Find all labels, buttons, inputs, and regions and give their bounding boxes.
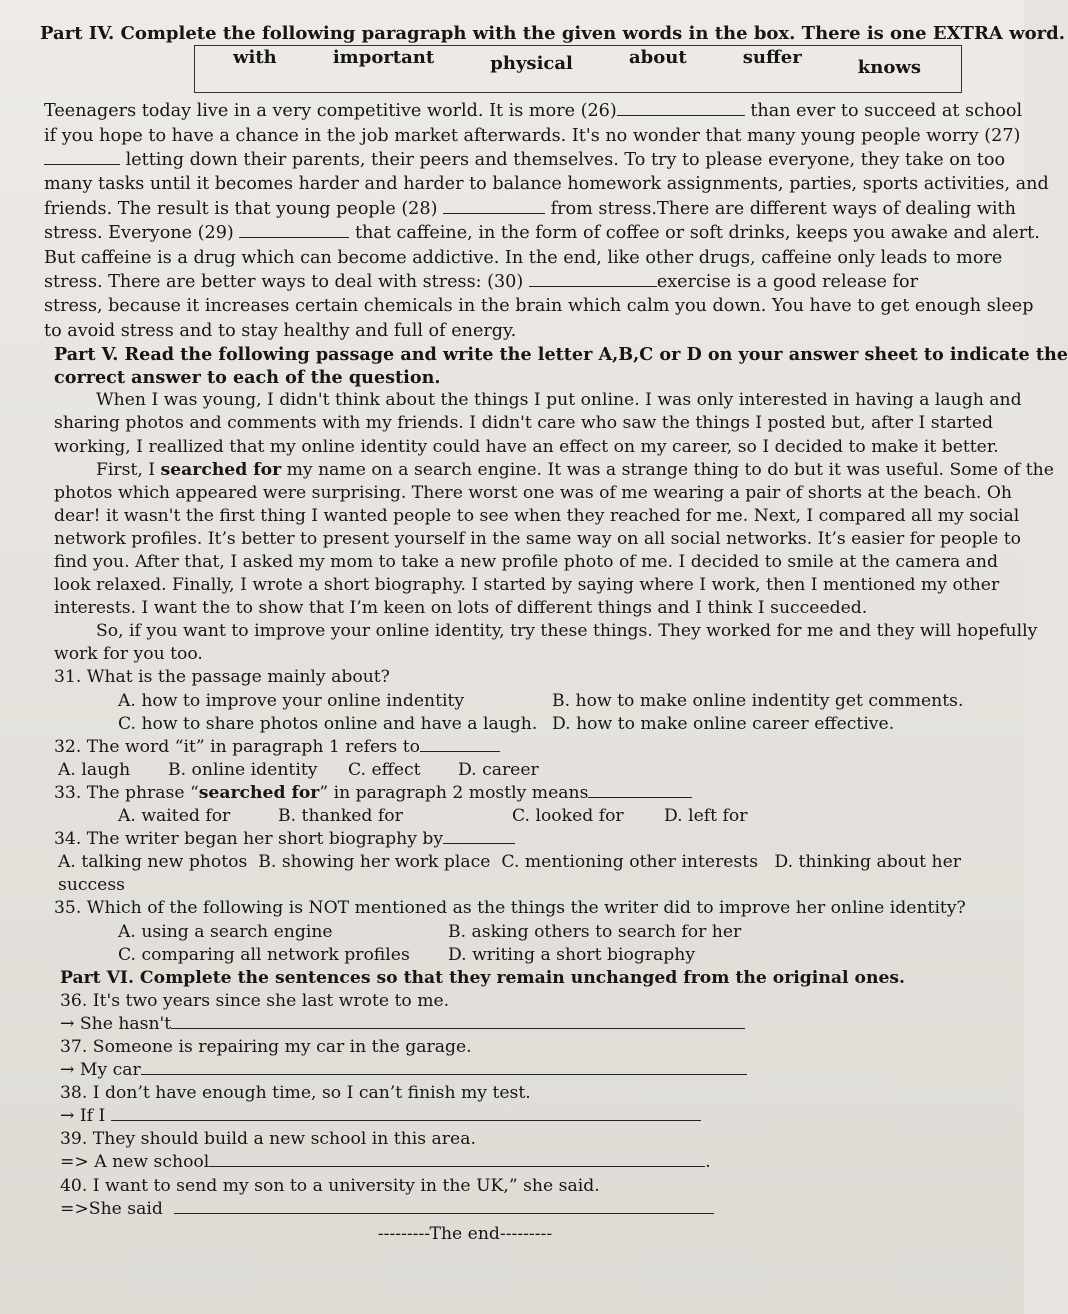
answer-option[interactable]: C. how to share photos online and have a laugh. [118, 713, 538, 734]
word-box-item: suffer [742, 47, 802, 69]
question-35: 35. Which of the following is NOT mentioned as the things the writer did to improve her online identity? [54, 898, 966, 919]
reading-passage: When I was young, I didn't think about the things I put online. I was only interested in having a laugh and sharing photos and comments with my friends. I didn't care who saw the things I posted but, after I started working, I reallized that my online identity could have an effect on my career, so I decided to make it better. First, I searched for my name on a search engine. It was a strange thing to do but it was useful. Some of the photos which appeared were surprising. There worst one was of me wearing a pair of shorts at the beach. Oh dear! it wasn't the first thing I wanted people to see when they reached for me. Next, I compared all my social network profiles. It’s better to present yourself in the same way on all social networks. It’s easier for people to find you. After that, I asked my mom to take a new profile photo of me. I decided to smile at the camera and look relaxed. Finally, I wrote a short biography. I started by saying where I work, then I mentioned my other interests. I want the to show that I’m keen on lots of different things and I think I succeeded. So, if you want to improve your online identity, try these things. They worked for me and they will hopefully work for you too. [54, 390, 1054, 665]
word-box-item: knows [857, 57, 921, 79]
answer-option[interactable]: C. effect [348, 759, 421, 780]
answer-line-37[interactable] [141, 1060, 747, 1075]
answer-option[interactable]: B. how to make online indentity get comments. [552, 690, 964, 711]
answer-line-38[interactable] [111, 1106, 701, 1121]
answer-option[interactable]: B. showing her work place [258, 852, 491, 873]
answer-option[interactable]: A. how to improve your online indentity [118, 690, 465, 711]
answer-option[interactable]: D. career [458, 759, 539, 780]
worksheet-page: Part IV. Complete the following paragraph with the given words in the box. There is one EXTRA word. with important physical about suffer knows Teenagers today live in a very competitive world. It is more (26) than ever to succeed at school if you hope to have a chance in the job market afterwards. It's no wonder that many young people worry (27) letting down their parents, their peers and themselves. To try to please everyone, they take on too many tasks until it becomes harder and harder to balance homework assignments, parties, sports activities, and friends. The result is that young people (28) from stress.There are different ways of dealing with stress. Everyone (29) that caffeine, in the form of coffee or soft drinks, keeps you awake and alert. But caffeine is a drug which can become addictive. In the end, like other drugs, caffeine only leads to more stress. There are better ways to deal with stress: (30) exercise is a good release for stress, because it increases certain chemicals in the brain which calm you down. You have to get enough sleep to avoid stress and to stay healthy and full of energy. Part V. Read the following passage and write the letter A,B,C or D on your answer sheet to indicate the correct answer to each of the question. When I was young, I didn't think about the things I put online. I was only interested in having a laugh and sharing photos and comments with my friends. I didn't care who saw the things I posted but, after I started working, I reallized that my online identity could have an effect on my career, so I decided to make it better. First, I searched for my name on a search engine. It was a strange thing to do but it was useful. Some of the photos which appeared were surprising. There worst one was of me wearing a pair of shorts at the beach. Oh dear! it wasn't the first thing I wanted people to see when they reached for me. Next, I compared all my social network profiles. It’s better to present yourself in the same way on all social networks. It’s easier for people to find you. After that, I asked my mom to take a new profile photo of me. I decided to smile at the camera and look relaxed. Finally, I wrote a short biography. I started by saying where I work, then I mentioned my other interests. I want the to show that I’m keen on lots of different things and I think I succeeded. So, if you want to improve your online identity, try these things. They worked for me and they will hopefully work for you too. 31. What is the passage mainly about? A. how to improve your online indentity B. how to make online indentity get comments. C. how to share photos online and have a laugh. D. how to make online career effective. 32. The word “it” in paragraph 1 refers to A. laugh B. online identity C. effect D. career 33. The phrase “searched for” in paragraph 2 mostly means A. waited for B. thanked for C. looked for D. left for 34. The writer began her short biography by A. talking new photos B. showing her work place C. mentioning other interests D. thinking about her success 35. Which of the following is NOT mentioned as the things the writer did to improve her online identity? A. using a search engine B. asking others to search for her C. comparing all network profiles D. writing a short biography Part VI. Complete the sentences so that they remain unchanged from the original ones. 36. It's two years since she last wrote to me. → She hasn't 37. Someone is repairing my car in the garage. → My car 38. I don’t have enough time, so I can’t finish my test. → If I 39. They should build a new school in this area. => A new school . 40. I want to send my son to a university in the UK,” she said. =>She said ---------The end--------- [0, 0, 1024, 1314]
question-39: 39. They should build a new school in this area. [60, 1129, 476, 1150]
part6-heading: Part VI. Complete the sentences so that they remain unchanged from the original ones. [60, 967, 906, 988]
answer-line-40[interactable] [174, 1199, 714, 1214]
answer-blank-29[interactable] [239, 223, 349, 238]
answer-line-36[interactable] [171, 1014, 745, 1029]
question-38: 38. I don’t have enough time, so I can’t finish my test. [60, 1083, 531, 1104]
part4-heading: Part IV. Complete the following paragraph with the given words in the box. There is one EXTRA word. [40, 23, 1065, 44]
question-32: 32. The word “it” in paragraph 1 refers to [54, 736, 990, 759]
part5-heading: Part V. Read the following passage and write the letter A,B,C or D on your answer sheet to indicate the [54, 344, 1068, 366]
part6: Part VI. Complete the sentences so that they remain unchanged from the original ones. 36. It's two years since she last wrote to me. → She hasn't 37. Someone is repairing my car in the garage. → My car 38. I don’t have enough time, so I can’t finish my test. → If I 39. They should build a new school in this area. => A new school . 40. I want to send my son to a university in the UK,” she said. =>She said ---------The end--------- [60, 967, 990, 1246]
answer-option[interactable]: C. mentioning other interests [501, 852, 759, 873]
answer-option[interactable]: C. comparing all network profiles [118, 944, 410, 965]
answer-option[interactable]: D. how to make online career effective. [552, 713, 895, 734]
answer-blank-27[interactable] [44, 150, 120, 165]
question-31: 31. What is the passage mainly about? [54, 667, 390, 688]
question-34: 34. The writer began her short biography by [54, 828, 990, 851]
question-40: 40. I want to send my son to a university in the UK,” she said. [60, 1175, 600, 1196]
answer-option[interactable]: D. thinking about her [774, 852, 961, 873]
answer-option[interactable]: D. left for [664, 806, 748, 827]
answer-option[interactable]: A. laugh [58, 759, 131, 780]
answer-option[interactable]: D. writing a short biography [448, 944, 696, 965]
answer-blank-26[interactable] [617, 101, 745, 116]
answer-option[interactable]: A. talking new photos [58, 852, 248, 873]
answer-option[interactable]: B. thanked for [278, 806, 403, 827]
questions-31-35: 31. What is the passage mainly about? A. how to improve your online indentity B. how to make online indentity get comments. C. how to share photos online and have a laugh. D. how to make online career effective. 32. The word “it” in paragraph 1 refers to A. laugh B. online identity C. effect D. career 33. The phrase “searched for” in paragraph 2 mostly means A. waited for B. thanked for C. looked for D. left for 34. The writer began her short biography by A. talking new photos B. showing her work place C. mentioning other interests D. thinking about her success 35. Which of the following is NOT mentioned as the things the writer did to improve her online identity? A. using a search engine B. asking others to search for her C. comparing all network profiles D. writing a short biography [54, 666, 990, 966]
answer-line-39[interactable] [209, 1152, 705, 1167]
answer-blank-28[interactable] [443, 199, 545, 214]
end-marker: ---------The end--------- [377, 1223, 553, 1244]
word-box [194, 45, 962, 93]
answer-option[interactable]: B. asking others to search for her [448, 921, 742, 942]
word-box-item: about [628, 47, 687, 69]
answer-option[interactable]: A. waited for [118, 806, 231, 827]
answer-option[interactable]: B. online identity [168, 759, 318, 780]
part4-paragraph: Teenagers today live in a very competitive world. It is more (26) than ever to succeed at school if you hope to have a chance in the job market afterwards. It's no wonder that many young people worry (27) letting down their parents, their peers and themselves. To try to please everyone, they take on too many tasks until it becomes harder and harder to balance homework assignments, parties, sports activities, and friends. The result is that young people (28) from stress.There are different ways of dealing with stress. Everyone (29) that caffeine, in the form of coffee or soft drinks, keeps you awake and alert. But caffeine is a drug which can become addictive. In the end, like other drugs, caffeine only leads to more stress. There are better ways to deal with stress: (30) exercise is a good release for stress, because it increases certain chemicals in the brain which calm you down. You have to get enough sleep to avoid stress and to stay healthy and full of energy. [44, 101, 1049, 341]
question-33: 33. The phrase “searched for” in paragraph 2 mostly means [54, 782, 990, 805]
question-36: 36. It's two years since she last wrote to me. [60, 990, 450, 1011]
answer-option[interactable]: A. using a search engine [118, 921, 333, 942]
answer-option[interactable]: C. looked for [512, 806, 624, 827]
question-37: 37. Someone is repairing my car in the garage. [60, 1036, 472, 1057]
answer-blank-30[interactable] [529, 272, 657, 287]
word-box-item: with [233, 47, 277, 69]
word-box-item: important [332, 47, 435, 69]
word-box-item: physical [490, 53, 573, 75]
